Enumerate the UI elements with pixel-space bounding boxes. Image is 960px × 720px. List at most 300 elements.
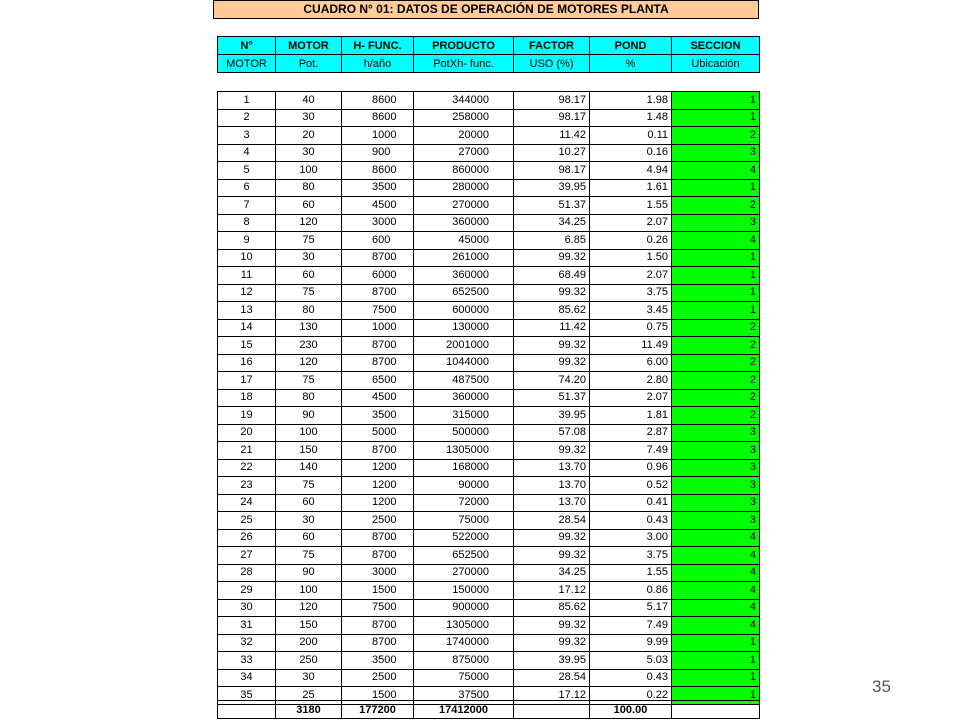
table-cell: 34.25	[514, 214, 590, 232]
table-cell: 30	[276, 109, 342, 127]
table-cell: 100	[276, 162, 342, 180]
table-row	[218, 92, 760, 110]
table-cell: 32	[218, 634, 276, 652]
table-cell: 100	[276, 582, 342, 600]
table-cell: 2	[672, 407, 760, 425]
table-cell: 0.11	[590, 127, 672, 145]
table-cell: 30	[276, 249, 342, 267]
table-cell: 2	[672, 319, 760, 337]
table-row	[218, 214, 760, 232]
table-cell: 75	[276, 372, 342, 390]
table-cell: 57.08	[514, 424, 590, 442]
table-cell: 258000	[414, 109, 514, 127]
table-cell: 8600	[342, 92, 414, 110]
table-cell: 74.20	[514, 372, 590, 390]
table-cell: 120	[276, 354, 342, 372]
table-cell: 33	[218, 652, 276, 670]
table-cell: 100	[276, 424, 342, 442]
header-cell: %	[590, 55, 672, 73]
table-cell: 20	[218, 424, 276, 442]
page-number: 35	[872, 677, 891, 696]
table-row	[218, 547, 760, 565]
table-cell: 900000	[414, 599, 514, 617]
table-cell: 0.86	[590, 582, 672, 600]
table-cell: 3.75	[590, 284, 672, 302]
table-cell: 75	[276, 477, 342, 495]
table-row	[218, 669, 760, 687]
table-cell: 7.49	[590, 617, 672, 635]
table-cell: 6.85	[514, 232, 590, 250]
table-cell: 1	[672, 179, 760, 197]
table-row	[218, 162, 760, 180]
table-cell: 99.32	[514, 442, 590, 460]
header-cell: MOTOR	[218, 55, 276, 73]
table-cell: 4	[672, 162, 760, 180]
table-cell: 3500	[342, 652, 414, 670]
table-cell: 5	[218, 162, 276, 180]
table-row	[218, 564, 760, 582]
table-cell: 500000	[414, 424, 514, 442]
table-cell: 3.00	[590, 529, 672, 547]
table-cell: 80	[276, 389, 342, 407]
table-cell: 2500	[342, 512, 414, 530]
total-cell: 177200	[342, 701, 414, 719]
table-cell: 37500	[414, 687, 514, 705]
table-cell: 150000	[414, 582, 514, 600]
table-cell: 4	[672, 582, 760, 600]
table-cell: 80	[276, 179, 342, 197]
table-cell: 28.54	[514, 669, 590, 687]
table-cell: 8700	[342, 249, 414, 267]
table-cell: 0.22	[590, 687, 672, 705]
table-cell: 0.26	[590, 232, 672, 250]
table-cell: 35	[218, 687, 276, 705]
table-cell: 11.42	[514, 127, 590, 145]
table-cell: 20000	[414, 127, 514, 145]
table-cell: 1.48	[590, 109, 672, 127]
header-cell: MOTOR	[276, 37, 342, 55]
table-cell: 99.32	[514, 617, 590, 635]
table-cell: 1	[672, 92, 760, 110]
table-cell: 150	[276, 617, 342, 635]
table-cell: 3000	[342, 214, 414, 232]
table-cell: 230	[276, 337, 342, 355]
table-cell: 4	[672, 599, 760, 617]
table-row	[218, 319, 760, 337]
table-cell: 2.07	[590, 389, 672, 407]
table-cell: 4	[672, 547, 760, 565]
table-cell: 4.94	[590, 162, 672, 180]
header-row-2	[218, 55, 760, 73]
table-cell: 13.70	[514, 477, 590, 495]
table-cell: 8700	[342, 529, 414, 547]
table-cell: 1	[672, 634, 760, 652]
table-row	[218, 494, 760, 512]
table-cell: 4	[672, 564, 760, 582]
table-cell: 1	[218, 92, 276, 110]
table-cell: 3.45	[590, 302, 672, 320]
table-cell: 1	[672, 302, 760, 320]
table-cell: 21	[218, 442, 276, 460]
table-cell: 75	[276, 284, 342, 302]
header-cell: PotXh- func.	[414, 55, 514, 73]
table-cell: 1305000	[414, 442, 514, 460]
table-cell: 140	[276, 459, 342, 477]
table-cell: 1	[672, 249, 760, 267]
table-cell: 9	[218, 232, 276, 250]
table-row	[218, 599, 760, 617]
table-cell: 85.62	[514, 599, 590, 617]
motor-data-table	[217, 91, 760, 705]
table-cell: 75000	[414, 512, 514, 530]
table-cell: 315000	[414, 407, 514, 425]
table-cell: 18	[218, 389, 276, 407]
table-cell: 200	[276, 634, 342, 652]
table-cell: 30	[276, 512, 342, 530]
table-cell: 2500	[342, 669, 414, 687]
table-row	[218, 477, 760, 495]
table-cell: 2.87	[590, 424, 672, 442]
table-cell: 20	[276, 127, 342, 145]
table-cell: 75	[276, 547, 342, 565]
table-cell: 150	[276, 442, 342, 460]
total-cell: 3180	[276, 701, 342, 719]
table-cell: 1200	[342, 477, 414, 495]
table-cell: 487500	[414, 372, 514, 390]
table-cell: 11	[218, 267, 276, 285]
totals-table	[217, 700, 760, 719]
table-cell: 99.32	[514, 337, 590, 355]
table-cell: 8700	[342, 337, 414, 355]
table-cell: 51.37	[514, 389, 590, 407]
table-cell: 72000	[414, 494, 514, 512]
table-cell: 0.16	[590, 144, 672, 162]
table-cell: 4500	[342, 389, 414, 407]
table-cell: 1000	[342, 127, 414, 145]
table-cell: 2.80	[590, 372, 672, 390]
header-table	[217, 36, 760, 73]
table-cell: 1044000	[414, 354, 514, 372]
table-cell: 261000	[414, 249, 514, 267]
header-cell: h/año	[342, 55, 414, 73]
table-cell: 1740000	[414, 634, 514, 652]
table-cell: 7	[218, 197, 276, 215]
table-cell: 99.32	[514, 547, 590, 565]
table-cell: 1305000	[414, 617, 514, 635]
table-cell: 1	[672, 687, 760, 705]
table-cell: 120	[276, 599, 342, 617]
table-cell: 15	[218, 337, 276, 355]
table-cell: 270000	[414, 564, 514, 582]
table-cell: 6.00	[590, 354, 672, 372]
table-cell: 75000	[414, 669, 514, 687]
table-cell: 98.17	[514, 109, 590, 127]
table-cell: 34	[218, 669, 276, 687]
table-cell: 13.70	[514, 459, 590, 477]
table-row	[218, 144, 760, 162]
table-row	[218, 302, 760, 320]
table-cell: 29	[218, 582, 276, 600]
table-cell: 0.96	[590, 459, 672, 477]
table-cell: 8700	[342, 547, 414, 565]
table-cell: 8700	[342, 617, 414, 635]
table-cell: 120	[276, 214, 342, 232]
table-row	[218, 372, 760, 390]
table-cell: 652500	[414, 284, 514, 302]
header-cell: FACTOR	[514, 37, 590, 55]
table-cell: 8700	[342, 442, 414, 460]
table-cell: 2	[672, 197, 760, 215]
table-cell: 27000	[414, 144, 514, 162]
table-cell: 40	[276, 92, 342, 110]
table-cell: 22	[218, 459, 276, 477]
total-cell: 17412000	[414, 701, 514, 719]
table-cell: 875000	[414, 652, 514, 670]
table-cell: 0.43	[590, 512, 672, 530]
table-row	[218, 512, 760, 530]
table-cell: 3000	[342, 564, 414, 582]
table-cell: 8700	[342, 284, 414, 302]
table-cell: 3500	[342, 407, 414, 425]
table-row	[218, 337, 760, 355]
table-row	[218, 179, 760, 197]
table-row	[218, 197, 760, 215]
table-row	[218, 249, 760, 267]
header-cell: PRODUCTO	[414, 37, 514, 55]
table-cell: 13.70	[514, 494, 590, 512]
table-cell: 1.98	[590, 92, 672, 110]
table-cell: 80	[276, 302, 342, 320]
table-cell: 8700	[342, 634, 414, 652]
table-cell: 12	[218, 284, 276, 302]
table-cell: 5000	[342, 424, 414, 442]
table-cell: 600	[342, 232, 414, 250]
table-cell: 3	[672, 424, 760, 442]
table-cell: 90	[276, 564, 342, 582]
header-cell: USO (%)	[514, 55, 590, 73]
table-cell: 2	[672, 127, 760, 145]
total-cell: 100.00	[590, 701, 672, 719]
table-cell: 0.43	[590, 669, 672, 687]
table-cell: 30	[218, 599, 276, 617]
header-cell: POND	[590, 37, 672, 55]
table-cell: 2.07	[590, 214, 672, 232]
table-cell: 2	[672, 337, 760, 355]
table-cell: 16	[218, 354, 276, 372]
total-cell	[672, 701, 760, 719]
table-cell: 60	[276, 197, 342, 215]
table-cell: 39.95	[514, 652, 590, 670]
table-cell: 6500	[342, 372, 414, 390]
table-cell: 270000	[414, 197, 514, 215]
table-cell: 11.49	[590, 337, 672, 355]
table-cell: 1.61	[590, 179, 672, 197]
table-cell: 6	[218, 179, 276, 197]
table-cell: 17.12	[514, 687, 590, 705]
table-row	[218, 459, 760, 477]
table-cell: 98.17	[514, 92, 590, 110]
table-cell: 60	[276, 494, 342, 512]
table-cell: 5.17	[590, 599, 672, 617]
table-row	[218, 232, 760, 250]
table-cell: 39.95	[514, 179, 590, 197]
table-cell: 3500	[342, 179, 414, 197]
table-cell: 99.32	[514, 634, 590, 652]
table-cell: 17	[218, 372, 276, 390]
header-cell: Pot.	[276, 55, 342, 73]
table-cell: 2	[218, 109, 276, 127]
table-cell: 30	[276, 669, 342, 687]
table-cell: 24	[218, 494, 276, 512]
table-cell: 31	[218, 617, 276, 635]
table-cell: 3	[672, 214, 760, 232]
table-cell: 28	[218, 564, 276, 582]
table-cell: 11.42	[514, 319, 590, 337]
table-cell: 3	[218, 127, 276, 145]
table-cell: 4	[672, 232, 760, 250]
table-cell: 5.03	[590, 652, 672, 670]
table-cell: 51.37	[514, 197, 590, 215]
table-cell: 1	[672, 284, 760, 302]
table-cell: 1200	[342, 494, 414, 512]
table-row	[218, 389, 760, 407]
table-cell: 1.81	[590, 407, 672, 425]
table-cell: 13	[218, 302, 276, 320]
table-cell: 360000	[414, 214, 514, 232]
table-cell: 2001000	[414, 337, 514, 355]
table-cell: 860000	[414, 162, 514, 180]
table-cell: 60	[276, 529, 342, 547]
table-cell: 250	[276, 652, 342, 670]
table-cell: 39.95	[514, 407, 590, 425]
table-cell: 1500	[342, 582, 414, 600]
table-row	[218, 634, 760, 652]
table-cell: 360000	[414, 267, 514, 285]
table-cell: 600000	[414, 302, 514, 320]
header-cell: Ubicación	[672, 55, 760, 73]
table-cell: 1.55	[590, 197, 672, 215]
table-cell: 8700	[342, 354, 414, 372]
table-cell: 1	[672, 652, 760, 670]
table-row	[218, 442, 760, 460]
table-cell: 3	[672, 477, 760, 495]
table-cell: 3	[672, 442, 760, 460]
table-cell: 652500	[414, 547, 514, 565]
header-cell: SECCION	[672, 37, 760, 55]
table-cell: 30	[276, 144, 342, 162]
header-cell: N°	[218, 37, 276, 55]
table-cell: 1.50	[590, 249, 672, 267]
table-cell: 900	[342, 144, 414, 162]
table-cell: 68.49	[514, 267, 590, 285]
table-cell: 1000	[342, 319, 414, 337]
table-cell: 27	[218, 547, 276, 565]
table-cell: 99.32	[514, 354, 590, 372]
table-cell: 3	[672, 512, 760, 530]
table-cell: 2	[672, 389, 760, 407]
header-cell: H- FUNC.	[342, 37, 414, 55]
table-cell: 90	[276, 407, 342, 425]
table-cell: 26	[218, 529, 276, 547]
table-cell: 280000	[414, 179, 514, 197]
table-cell: 10	[218, 249, 276, 267]
table-cell: 99.32	[514, 284, 590, 302]
table-cell: 130	[276, 319, 342, 337]
table-cell: 34.25	[514, 564, 590, 582]
table-row	[218, 127, 760, 145]
table-cell: 75	[276, 232, 342, 250]
table-cell: 1	[672, 669, 760, 687]
table-cell: 99.32	[514, 529, 590, 547]
table-cell: 45000	[414, 232, 514, 250]
table-cell: 3	[672, 144, 760, 162]
table-cell: 3.75	[590, 547, 672, 565]
table-cell: 90000	[414, 477, 514, 495]
table-cell: 25	[276, 687, 342, 705]
table-cell: 1.55	[590, 564, 672, 582]
table-cell: 0.52	[590, 477, 672, 495]
table-cell: 8600	[342, 109, 414, 127]
table-cell: 0.41	[590, 494, 672, 512]
table-cell: 2.07	[590, 267, 672, 285]
table-cell: 4	[218, 144, 276, 162]
table-cell: 360000	[414, 389, 514, 407]
table-cell: 0.75	[590, 319, 672, 337]
table-row	[218, 582, 760, 600]
table-cell: 25	[218, 512, 276, 530]
table-cell: 85.62	[514, 302, 590, 320]
table-cell: 1	[672, 109, 760, 127]
table-cell: 1	[672, 267, 760, 285]
table-cell: 8	[218, 214, 276, 232]
table-cell: 7500	[342, 599, 414, 617]
header-row-1	[218, 37, 760, 55]
table-row	[218, 617, 760, 635]
table-cell: 344000	[414, 92, 514, 110]
table-row	[218, 109, 760, 127]
table-cell: 14	[218, 319, 276, 337]
table-row	[218, 284, 760, 302]
table-cell: 19	[218, 407, 276, 425]
table-cell: 522000	[414, 529, 514, 547]
table-cell: 23	[218, 477, 276, 495]
table-cell: 4	[672, 617, 760, 635]
table-cell: 2	[672, 354, 760, 372]
table-cell: 99.32	[514, 249, 590, 267]
table-row	[218, 267, 760, 285]
table-cell: 2	[672, 372, 760, 390]
table-cell: 130000	[414, 319, 514, 337]
table-row	[218, 652, 760, 670]
total-cell	[514, 701, 590, 719]
table-row	[218, 407, 760, 425]
table-cell: 17.12	[514, 582, 590, 600]
table-cell: 1200	[342, 459, 414, 477]
table-cell: 4500	[342, 197, 414, 215]
table-cell: 168000	[414, 459, 514, 477]
table-title: CUADRO N° 01: DATOS DE OPERACIÓN DE MOTORES PLANTA	[213, 0, 759, 19]
table-cell: 9.99	[590, 634, 672, 652]
table-cell: 6000	[342, 267, 414, 285]
table-cell: 60	[276, 267, 342, 285]
table-cell: 8600	[342, 162, 414, 180]
total-cell	[218, 701, 276, 719]
table-cell: 3	[672, 494, 760, 512]
table-cell: 10.27	[514, 144, 590, 162]
table-cell: 3	[672, 459, 760, 477]
table-cell: 4	[672, 529, 760, 547]
table-cell: 1500	[342, 687, 414, 705]
